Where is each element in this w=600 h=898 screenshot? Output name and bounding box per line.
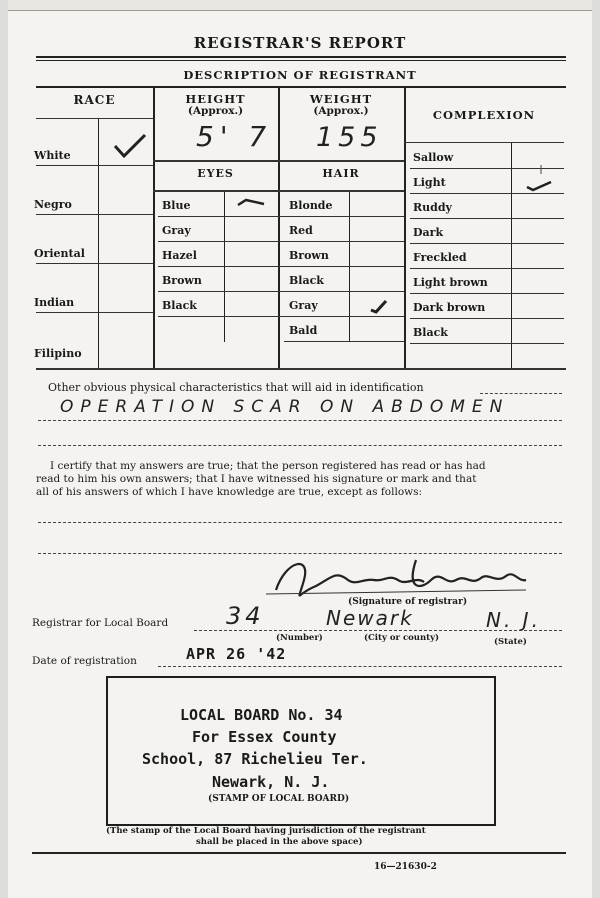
complexion-sallow: Sallow	[413, 151, 454, 164]
certification-line-1: I certify that my answers are true; that the person registered has read or has had	[50, 460, 486, 472]
complexion-black: Black	[413, 326, 448, 339]
complexion-light-brown: Light brown	[413, 276, 488, 289]
race-filipino: Filipino	[34, 347, 82, 360]
stray-mark-icon	[538, 165, 544, 175]
race-row-rule	[36, 263, 153, 264]
cx-row-rule	[410, 318, 564, 319]
eyes-gray: Gray	[162, 224, 191, 237]
race-check-divider	[98, 118, 99, 368]
dotted-line	[158, 666, 562, 667]
section-subtitle: DESCRIPTION OF REGISTRANT	[183, 68, 417, 82]
race-white: White	[34, 149, 71, 162]
eh-row-rule	[158, 316, 404, 317]
race-row-rule	[98, 165, 153, 166]
board-number-entry: 34	[226, 602, 265, 630]
col-divider-weight	[404, 88, 406, 368]
race-heading: RACE	[73, 93, 116, 107]
race-row-rule	[36, 312, 153, 313]
report-title: REGISTRAR'S REPORT	[193, 34, 407, 52]
eh-row-rule	[158, 291, 404, 292]
stamp-note-line-2: shall be placed in the above space)	[196, 837, 363, 847]
eyes-heading: EYES	[197, 167, 234, 180]
eh-row-rule	[284, 341, 404, 342]
height-heading: HEIGHT	[185, 92, 246, 106]
cx-row-rule	[410, 243, 564, 244]
race-negro: Negro	[34, 198, 72, 211]
stamp-line-1: LOCAL BOARD No. 34	[180, 706, 343, 724]
cx-row-rule	[410, 193, 564, 194]
race-row-rule	[36, 165, 98, 166]
dotted-line	[38, 522, 562, 523]
complexion-heading: COMPLEXION	[432, 108, 536, 122]
hair-check-divider	[349, 192, 350, 342]
height-entry: 5' 7	[196, 120, 273, 153]
eyes-brown: Brown	[162, 274, 202, 287]
weight-entry: 155	[316, 122, 383, 153]
hair-gray: Gray	[289, 299, 318, 312]
race-indian: Indian	[34, 296, 75, 309]
check-mark-icon	[112, 132, 148, 160]
title-rule	[36, 56, 566, 58]
hair-black: Black	[289, 274, 324, 287]
dotted-line	[480, 393, 562, 394]
cx-row-rule	[410, 293, 564, 294]
complexion-check-divider	[511, 142, 512, 368]
check-mark-icon	[524, 176, 554, 192]
number-caption: (Number)	[276, 633, 323, 643]
eh-row-rule	[158, 266, 404, 267]
eyes-black: Black	[162, 299, 197, 312]
title-rule-thin	[36, 60, 566, 61]
stamp-line-2: For Essex County	[192, 728, 337, 746]
registrar-signature	[256, 550, 536, 598]
cx-row-rule	[410, 268, 564, 269]
height-approx-note: (Approx.)	[187, 105, 244, 117]
hair-bald: Bald	[289, 324, 318, 337]
eyes-blue: Blue	[162, 199, 191, 212]
registrar-report-card	[8, 0, 592, 898]
other-characteristics-entry: OPERATION SCAR ON ABDOMEN	[60, 397, 510, 417]
stamp-line-4: Newark, N. J.	[212, 773, 330, 791]
certification-line-3: all of his answers of which I have knowledge are true, except as follows:	[36, 486, 423, 498]
weight-approx-note: (Approx.)	[313, 105, 369, 117]
race-oriental: Oriental	[34, 247, 85, 260]
form-number: 16—21630-2	[374, 862, 437, 872]
top-edge-strip	[8, 0, 592, 11]
board-state-entry: N. J.	[486, 608, 541, 632]
date-of-registration-stamp: APR 26 '42	[186, 645, 287, 663]
certification-line-2: read to him his own answers; that I have witnessed his signature or mark and that	[36, 473, 477, 485]
table-bottom-rule	[36, 368, 566, 370]
cx-row-rule	[410, 343, 564, 344]
state-caption: (State)	[494, 637, 527, 647]
check-mark-icon	[368, 298, 390, 314]
eyes-hair-head-rule	[153, 190, 404, 192]
complexion-dark: Dark	[413, 226, 444, 239]
complexion-freckled: Freckled	[413, 251, 467, 264]
table-top-rule	[36, 86, 566, 88]
dotted-line	[38, 445, 562, 446]
city-caption: (City or county)	[364, 633, 440, 643]
hw-eyes-rule	[153, 160, 404, 162]
col-divider-height	[278, 88, 280, 368]
col-divider-race	[153, 88, 155, 368]
complexion-dark-brown: Dark brown	[413, 301, 486, 314]
footer-rule	[32, 852, 566, 854]
cx-row-rule	[410, 218, 564, 219]
weight-heading: WEIGHT	[309, 92, 373, 106]
dotted-line	[194, 630, 562, 631]
board-city-entry: Newark	[326, 606, 414, 630]
check-mark-icon	[236, 196, 266, 210]
race-head-rule	[36, 118, 153, 119]
stamp-line-3: School, 87 Richelieu Ter.	[142, 750, 368, 768]
date-label: Date of registration	[32, 655, 137, 667]
signature-caption: (Signature of registrar)	[348, 597, 468, 607]
eh-row-rule	[158, 241, 404, 242]
complexion-light: Light	[413, 176, 446, 189]
other-characteristics-prompt: Other obvious physical characteristics that will aid in identification	[48, 381, 424, 394]
stamp-note-line-1: (The stamp of the Local Board having jurisdiction of the registrant	[106, 826, 426, 836]
dotted-line	[38, 420, 562, 421]
local-board-stamp-box	[106, 676, 496, 826]
race-row-rule	[36, 214, 153, 215]
eyes-hazel: Hazel	[162, 249, 197, 262]
eyes-check-divider	[224, 192, 225, 342]
hair-blonde: Blonde	[289, 199, 333, 212]
hair-brown: Brown	[289, 249, 329, 262]
stamp-caption: (STAMP OF LOCAL BOARD)	[208, 794, 350, 804]
hair-heading: HAIR	[322, 167, 360, 180]
complexion-ruddy: Ruddy	[413, 201, 452, 214]
local-board-label: Registrar for Local Board	[32, 617, 169, 629]
complexion-head-rule	[404, 142, 564, 143]
eh-row-rule	[158, 216, 404, 217]
hair-red: Red	[289, 224, 313, 237]
